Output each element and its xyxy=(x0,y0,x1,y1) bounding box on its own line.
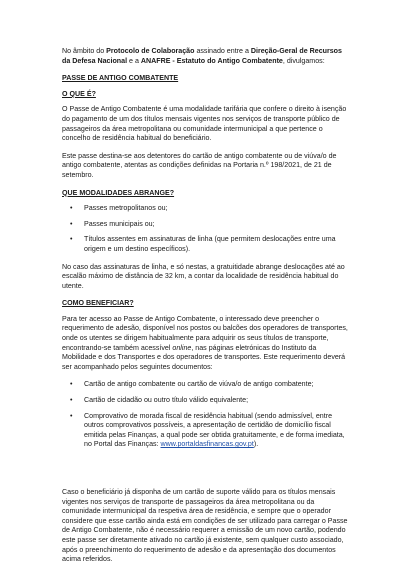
paragraph: No caso das assinaturas de linha, e só nestas, a gratuitidade abrange deslocações até ao escalão máximo de distância de 32 km, a contar da localidade de residência habitual do utente. xyxy=(62,262,345,290)
list-item: • Cartão de antigo combatente ou cartão de viúva/o de antigo combatente; xyxy=(70,380,314,389)
document-title: PASSE DE ANTIGO COMBATENTE xyxy=(62,74,179,83)
list-item: • Títulos assentes em assinaturas de linha (que permitem deslocações entre uma origem e um destino específicos). xyxy=(70,235,336,253)
bullet-icon: • xyxy=(70,204,73,213)
paragraph: Caso o beneficiário já disponha de um cartão de suporte válido para os títulos mensais vigentes nos serviços de transporte de passageiros da área metropolitana ou da comunidade intermunicipal da respetiva área de residência, e sempre que o operador considere que esse cartão ainda está em condições de ser utilizado para carregar o Passe de Antigo Combatente, não é necessário requerer a emissão de um novo cartão, podendo este passe ser diretamente ativado no cartão já existente, sem qualquer custo associado, após o preenchimento do requerimento de adesão e da apresentação dos documentos acima referidos. xyxy=(62,488,348,564)
intro-text: No âmbito do xyxy=(62,47,107,55)
spacer xyxy=(62,458,348,488)
list-item: • Comprovativo de morada fiscal de residência habitual (sendo admissível, entre outros comprovativos possíveis, a apresentação de certidão de domicílio fiscal emitida pelas Finanças, a qual pode ser obtida gratuitamente, e de forma imediata, no Portal das Finanças: www.portaldasfinancas.gov.pt). xyxy=(70,411,345,449)
list-item: • Cartão de cidadão ou outro título válido equivalente; xyxy=(70,396,249,405)
paragraph: Para ter acesso ao Passe de Antigo Combatente, o interessado deve preencher o requerimento de adesão, disponível nos postos ou balcões dos operadores de transportes, onde os utentes se dirigem habitualmente para adquirir os seus títulos de transporte, encontrando-se também acessível online, nas páginas eletrónicas do Instituto da Mobilidade e dos Transportes e dos operadores de transportes. Este requerimento deverá ser acompanhado pelos seguintes documentos: xyxy=(62,314,348,371)
modalities-list xyxy=(62,204,348,254)
bullet-icon: • xyxy=(70,396,73,405)
paragraph: O Passe de Antigo Combatente é uma modalidade tarifária que confere o direito à isenção do pagamento de um dos títulos mensais vigentes nos serviços de transporte público de passageiros da área metropolitana ou comunidade intermunicipal a que pertence o concelho de residência habitual do beneficiário. xyxy=(62,105,347,143)
intro-text: , divulgamos: xyxy=(282,56,325,65)
paragraph: Este passe destina-se aos detentores do cartão de antigo combatente ou de viúva/o de antigo combatente, atentas as condições definidas na Portaria n.º 198/2021, de 21 de setembro. xyxy=(62,151,337,179)
bullet-icon: • xyxy=(70,235,73,244)
intro-protocol: Protocolo de Colaboração xyxy=(106,47,195,55)
bullet-icon: • xyxy=(70,219,73,228)
section-heading-modalities: QUE MODALIDADES ABRANGE? xyxy=(62,188,175,197)
online-italic: online xyxy=(172,343,192,352)
section-heading-what: O QUE É? xyxy=(62,89,96,98)
bullet-icon: • xyxy=(70,380,73,389)
documents-list xyxy=(62,380,348,450)
bullet-icon: • xyxy=(70,411,73,420)
intro-paragraph xyxy=(62,47,348,66)
intro-anafre: ANAFRE - Estatuto do Antigo Combatente xyxy=(140,56,283,65)
list-item: • Passes metropolitanos ou; xyxy=(70,204,168,213)
section-heading-how: COMO BENEFICIAR? xyxy=(62,299,134,308)
portal-financas-link[interactable]: www.portaldasfinancas.gov.pt xyxy=(160,440,254,449)
intro-dgrdn: Direção-Geral de Recursos da Defesa Nacional xyxy=(62,47,342,65)
list-item: • Passes municipais ou; xyxy=(70,219,155,228)
intro-text: e a xyxy=(127,56,141,65)
intro-text: assinado entre a xyxy=(194,47,251,55)
